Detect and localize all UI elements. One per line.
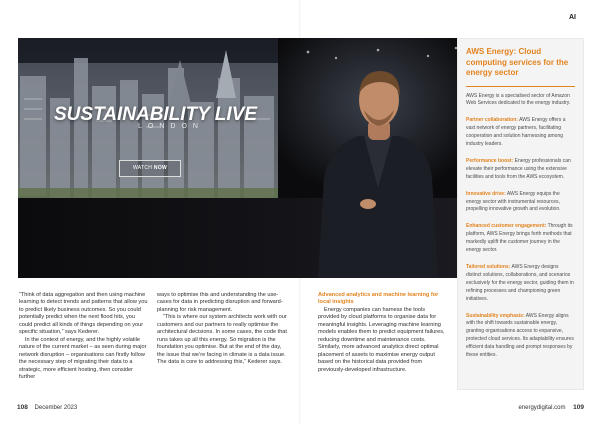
- hero-photo-illustration: [18, 38, 468, 278]
- sidebar-item-lead: Enhanced customer engagement:: [466, 223, 547, 230]
- sidebar-item: [466, 223, 575, 255]
- sidebar-item: [466, 313, 575, 360]
- sidebar-item-lead: Tailored solutions:: [466, 264, 511, 270]
- sidebar-item-text: Through its platform, AWS Energy brings forth methods that markedly uplift the customer journey in the energy sector.: [466, 223, 573, 254]
- watch-now-prefix: WATCH: [132, 165, 153, 171]
- sidebar-item-lead: Performance boost:: [466, 157, 514, 164]
- right-page-folio: [518, 404, 584, 411]
- right-page-number: 109: [573, 404, 584, 411]
- sidebar-item: [466, 264, 575, 304]
- body-paragraph: ways to optimise this and understanding the use-cases for data in predicting disruption and forward-planning for risk management.: [157, 292, 283, 313]
- issue-date: December 2023: [34, 405, 78, 411]
- left-page-folio: [17, 404, 77, 411]
- sidebar-item: [466, 158, 575, 182]
- column-subhead: Advanced analytics and machine learning for local insights: [318, 292, 439, 306]
- sidebar-divider: [466, 86, 575, 87]
- section-tag: AI: [569, 14, 576, 21]
- sidebar-item-text: AWS Energy offers a vast network of energy partners, facilitating cooperation and solution harnessing among industry leaders.: [466, 117, 566, 148]
- hero-title: SUSTAINABILITY LIVE: [54, 104, 258, 125]
- watch-now-button[interactable]: [119, 160, 181, 177]
- sidebar-item: [466, 117, 575, 149]
- hero-subtitle: LONDON: [138, 123, 204, 130]
- body-column-3: [318, 292, 448, 374]
- sidebar-item-text: Energy professionals can elevate their performance using the extensive facilities and tools from the AWS ecosystem.: [466, 157, 571, 180]
- sidebar-item: [466, 191, 575, 215]
- sidebar-item-lead: Sustainability emphasis:: [466, 312, 525, 319]
- sidebar-title: AWS Energy: Cloud computing services for the energy sector: [466, 47, 569, 77]
- sidebar-item-text: AWS Energy equips the energy sector with instrumental resources, propelling innovative growth and evolution.: [466, 190, 561, 213]
- sidebar-intro: AWS Energy is a specialised sector of Amazon Web Services dedicated to the energy industry.: [466, 92, 571, 107]
- site-url[interactable]: energydigital.com: [518, 405, 566, 411]
- body-paragraph: Energy companies can harness the tools provided by cloud platforms to organise data for meaningful insights. Leveraging machine learning models enables them to predict equipment failures, reducing downtime and maintenance costs. Similarly, more advanced analytics direct optimal placement of assets to maximise energy output based on the historical data provided from previously-developed infrastructure.: [318, 306, 445, 373]
- body-paragraph: In the context of energy, and the highly volatile nature of the current market – as seen during major network disruption – organisations can firstly follow the necessary step of migrating their data to a strategic, more efficient hosting, then consider further: [19, 336, 147, 380]
- watch-now-bold: NOW: [153, 165, 168, 171]
- body-paragraph: “Think of data aggregation and then using machine learning to detect trends and patterns that allow you to predict likely business outcomes. So you could potentially predict when the next flood hits, you could predict all kinds of things depending on your specific situation,” says Kederer.: [19, 292, 148, 336]
- body-column-2: [157, 292, 287, 367]
- sidebar-item-lead: Partner collaboration:: [466, 117, 518, 124]
- sidebar-item-lead: Innovative drive:: [466, 190, 506, 197]
- aws-energy-sidebar: [457, 38, 584, 390]
- body-paragraph: “This is where our system architects work with our customers and our partners to really optimise the architectural decisions. In some cases, the code that runs takes up all this energy. So migration is the foundation you optimise. But at the end of the day, the issue that we’re facing in climate is a data issue. The data is core to addressing this,” Kederer says.: [157, 314, 287, 366]
- sidebar-item-text: AWS Energy aligns with the shift towards sustainable energy, granting organisations access to expansive, protected cloud services. Its adaptability ensures efficient data handling and prompt responses by these entities.: [466, 312, 574, 359]
- body-column-1: [19, 292, 149, 381]
- left-page-number: 108: [17, 404, 28, 411]
- hero-image: [18, 38, 468, 278]
- sidebar-item-text: AWS Energy designs distinct solutions, collaborations, and scenarios exclusively for the energy sector, guiding them in refining processes and championing green initiatives.: [466, 264, 574, 302]
